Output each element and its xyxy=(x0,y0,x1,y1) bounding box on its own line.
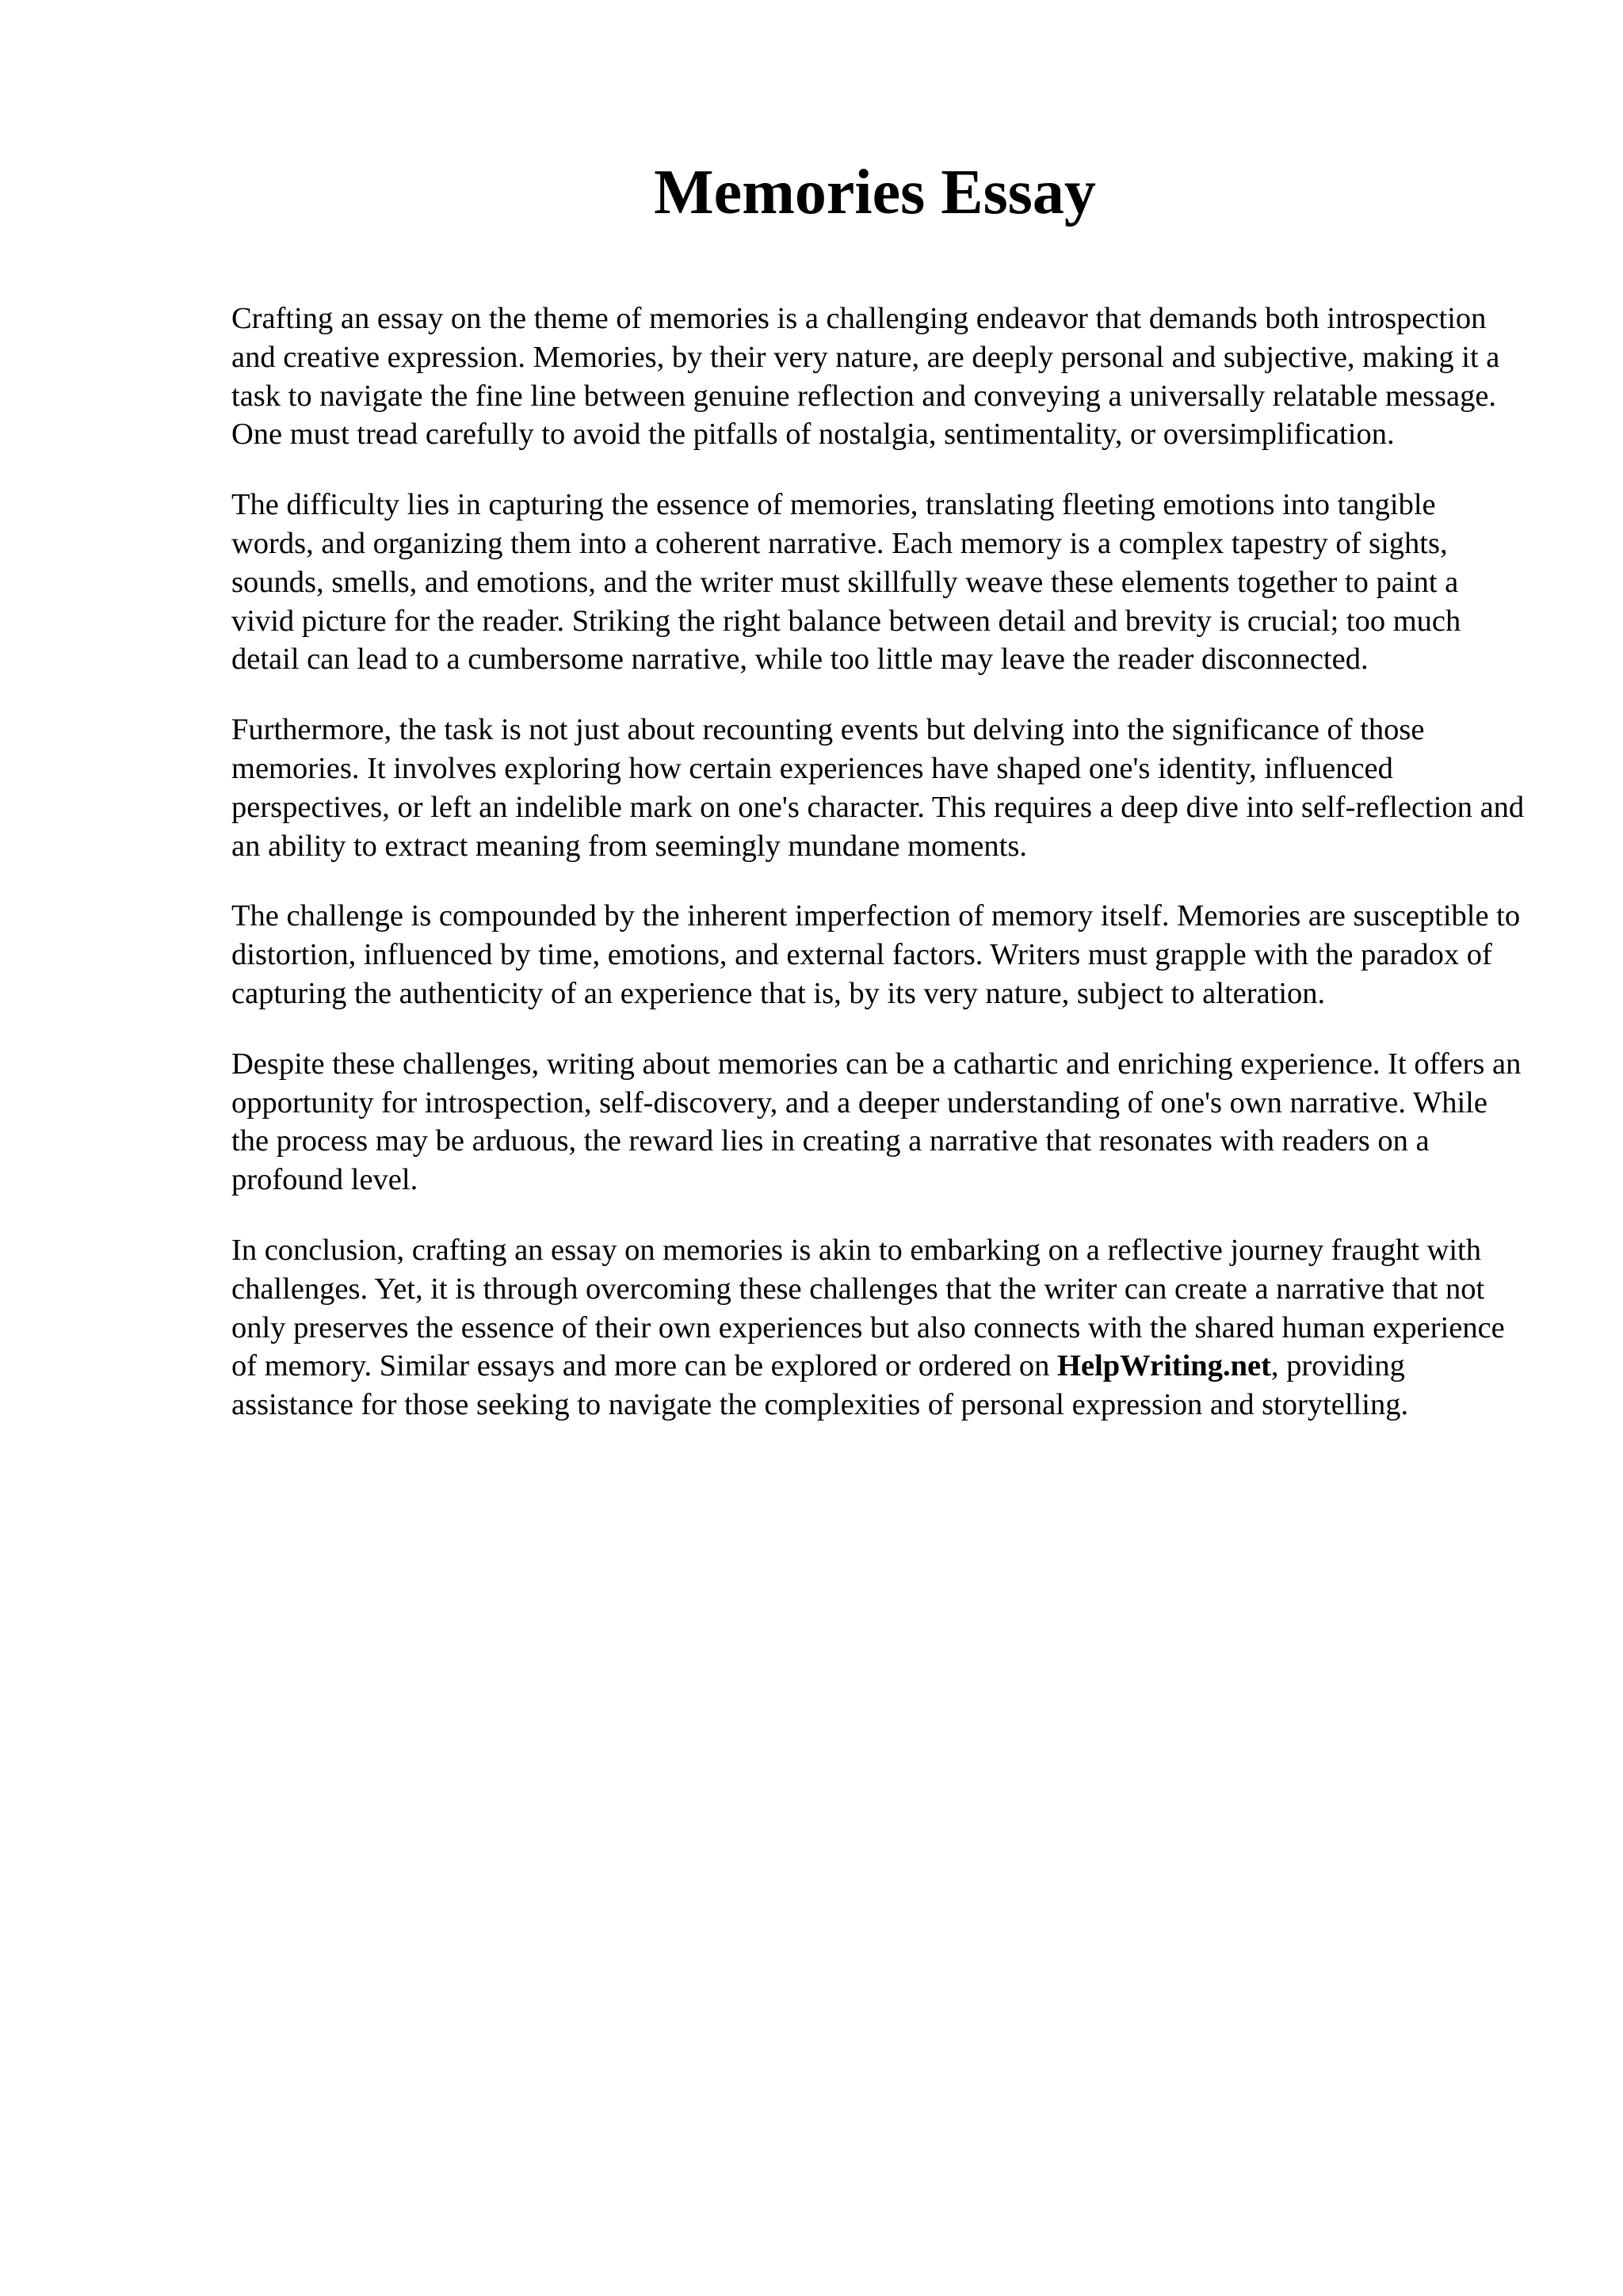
paragraph-5: Despite these challenges, writing about memories can be a cathartic and enriching experience. It offers an opportunity for introspection, self-discovery, and a deeper understanding of one's own narrative. While the process may be arduous, the reward lies in creating a narrative that resonates with readers on a profound level. xyxy=(231,1047,1522,1197)
paragraph-4: The challenge is compounded by the inherent imperfection of memory itself. Memories are susceptible to distortion, influenced by time, emotions, and external factors. Writers must grapple with the paradox of capturing the authenticity of an experience that is, by its very nature, subject to alteration. xyxy=(231,899,1521,1010)
paragraph-1: Crafting an essay on the theme of memories is a challenging endeavor that demands both introspection and creative expression. Memories, by their very nature, are deeply personal and subjective, making it a task to navigate the fine line between genuine reflection and conveying a universally relatable message. One must tread carefully to avoid the pitfalls of nostalgia, sentimentality, or oversimplification. xyxy=(231,302,1500,452)
paragraph-2: The difficulty lies in capturing the essence of memories, translating fleeting emotions into tangible words, and organizing them into a coherent narrative. Each memory is a complex tapestry of sights, sounds, smells, and emotions, and the writer must skillfully weave these elements together to paint a vivid picture for the reader. Striking the right balance between detail and brevity is crucial; too much detail can lead to a cumbersome narrative, while too little may leave the reader disconnected. xyxy=(231,488,1461,677)
paragraph-conclusion xyxy=(231,1231,1525,1425)
conclusion-text-end: , providing assistance for those seeking to navigate the complexities of personal expression and storytelling. xyxy=(231,1349,1409,1422)
brand-name: HelpWriting.net xyxy=(1057,1349,1271,1383)
essay-body xyxy=(231,299,1525,1456)
conclusion-text-start: In conclusion, crafting an essay on memories is akin to embarking on a reflective journey fraught with challenges. Yet, it is through overcoming these challenges that the writer can create a narrative that not only preserves the essence of their own experiences but also connects with the shared human experience of memory. Similar essays and more can be explored or ordered on xyxy=(231,1233,1505,1383)
page-title: Memories Essay xyxy=(654,158,1096,227)
paragraph-3: Furthermore, the task is not just about recounting events but delving into the significance of those memories. It involves exploring how certain experiences have shaped one's identity, influenced perspectives, or left an indelible mark on one's character. This requires a deep dive into self-reflection and an ability to extract meaning from seemingly mundane moments. xyxy=(231,713,1525,863)
